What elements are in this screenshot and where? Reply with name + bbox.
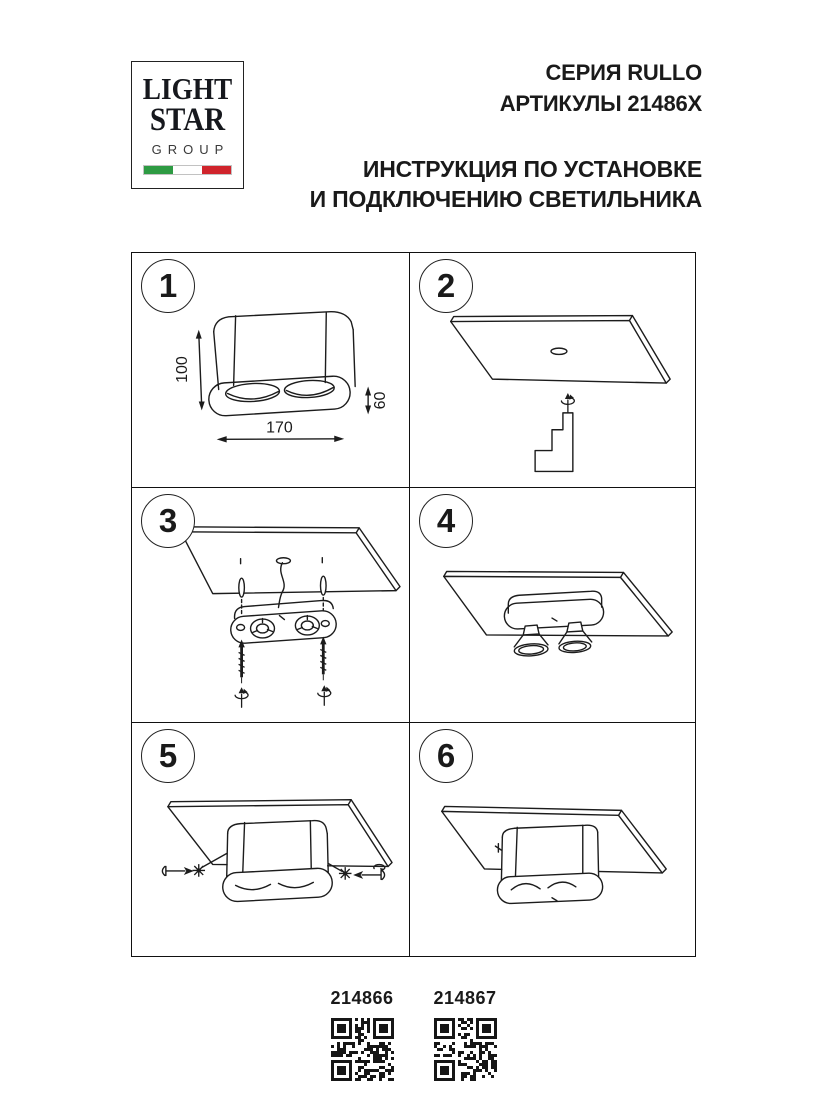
series-header xyxy=(500,57,702,119)
lightstar-logo xyxy=(131,61,244,189)
step-number-badge xyxy=(141,259,195,313)
flag-red-stripe xyxy=(202,166,231,174)
step-number: 4 xyxy=(436,502,456,539)
step-number: 6 xyxy=(436,737,456,774)
step-panel-4 xyxy=(410,488,695,723)
steps-grid xyxy=(131,252,696,957)
dim-width-label: 170 xyxy=(266,419,293,437)
dim-depth-label: 60 xyxy=(372,391,390,410)
step-number: 1 xyxy=(158,267,178,304)
logo-word-light: LIGHT xyxy=(142,71,233,106)
screw-rotate-icon xyxy=(318,685,331,705)
article-codes xyxy=(330,988,497,1086)
code-column xyxy=(330,988,394,1086)
italian-flag-bar xyxy=(143,165,232,175)
step-number-badge xyxy=(419,729,473,783)
step-number-badge xyxy=(141,729,195,783)
screw-rotate-icon xyxy=(561,393,574,413)
qr-code xyxy=(331,1018,394,1081)
step-number-badge xyxy=(141,494,195,548)
step-number: 5 xyxy=(158,737,178,774)
step-number: 2 xyxy=(436,267,456,304)
mounting-screw xyxy=(320,636,326,680)
screw-rotate-icon xyxy=(235,687,248,707)
screw-point-burst xyxy=(339,867,352,880)
instruction-title xyxy=(310,155,702,214)
qr-code xyxy=(434,1018,497,1081)
articles-title: АРТИКУЛЫ 21486X xyxy=(499,91,702,116)
step-number-badge xyxy=(419,494,473,548)
logo-word-star: STAR xyxy=(149,102,226,138)
step-panel-5 xyxy=(132,723,410,956)
mounting-screw xyxy=(238,639,244,683)
flag-white-stripe xyxy=(173,166,202,174)
step-number: 3 xyxy=(158,502,178,539)
article-code: 214867 xyxy=(433,988,497,1008)
instruction-line-1: ИНСТРУКЦИЯ ПО УСТАНОВКЕ xyxy=(362,156,702,182)
dim-height-label: 100 xyxy=(173,356,191,383)
series-title: СЕРИЯ RULLO xyxy=(545,60,702,85)
flag-green-stripe xyxy=(144,166,173,174)
step-panel-6 xyxy=(410,723,695,956)
logo-word-group: GROUP xyxy=(151,142,230,157)
step-number-badge xyxy=(419,259,473,313)
code-column xyxy=(433,988,497,1086)
instruction-line-2: И ПОДКЛЮЧЕНИЮ СВЕТИЛЬНИКА xyxy=(309,185,702,212)
step-panel-1 xyxy=(132,253,410,488)
step-panel-2 xyxy=(410,253,695,488)
step-panel-3 xyxy=(132,488,410,723)
article-code: 214866 xyxy=(330,988,394,1008)
